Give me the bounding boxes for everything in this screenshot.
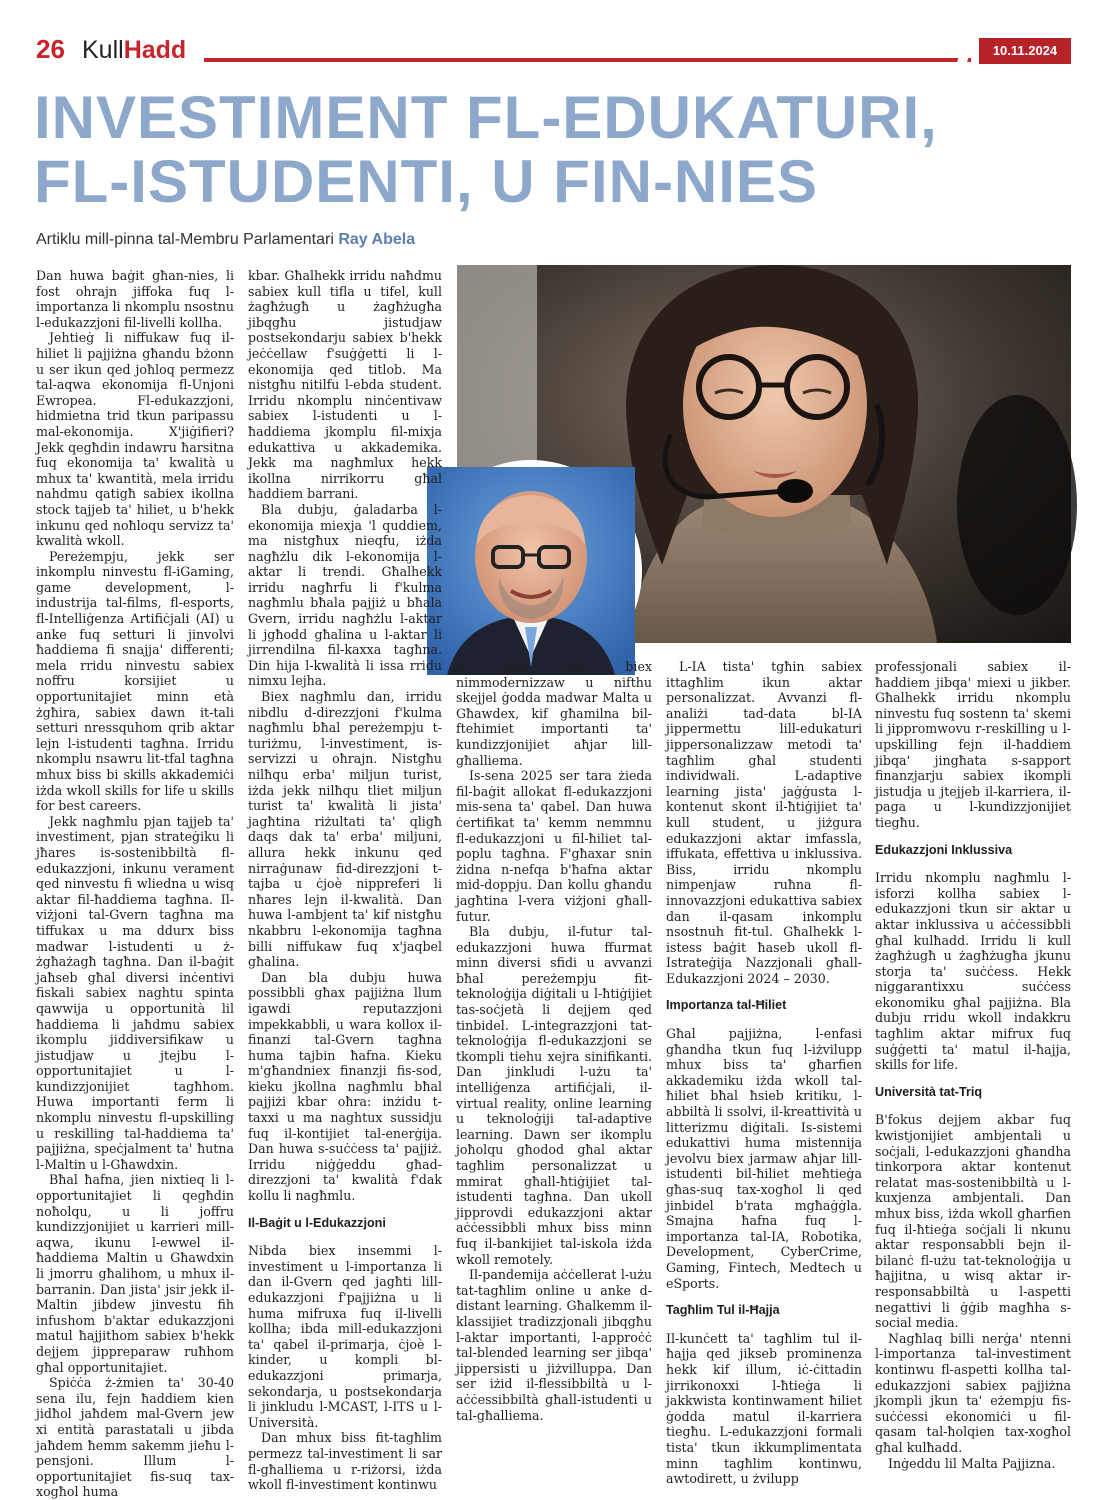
subheading: Importanza tal-Ħiliet: [666, 998, 787, 1013]
paragraph: Irridu nkomplu nagħmlu l-isforzi kollha sabiex l-edukazzjoni tkun sir aktar u aktar inklussiva u aċċessibbli għal kulħadd. Irridu li kull żagħżugħ u żagħżugħa jkunu storja ta' suċċess. Hekk niggarantixxu suċċess ekonomiku għal pajjiżna. Bla dubju rridu wkoll indakkru tagħlim aktar mifrux fuq suġġetti ta' matul il-ħajja, skills for life.: [875, 870, 1071, 1073]
paragraph: B'fokus dejjem akbar fuq kwistjonijiet ambjentali u soċjali, l-edukazzjoni għandha tinkorpora aktar kontenut relatat mas-sostenibbiltà u l-kuxjenza ambjentali. Dan mhux biss, iżda wkoll għarfien fuq il-ħtieġa soċjali li nkunu aktar responsabbli bejn il-bilanċ fl-użu tat-teknoloġija u ħajjitna, u wisq aktar ir-responsabbiltà u l-aspetti negattivi li ġġib magħha s-social media.: [875, 1112, 1071, 1331]
paragraph: Jekk nagħmlu pjan tajjeb ta' investiment, pjan strateġiku li jħares is-sostenibbiltà fl-edukazzjoni, inkunu verament qed ninvestu fi wliedna u wisq aktar fil-ħaddiema tagħna. Il-viżjoni tal-Gvern tagħna ma tiffukax u ma ddurx biss madwar l-istudenti u ż-żgħażagħ tagħna. Dan il-baġit jaħseb għal diversi inċentivi fiskali sabiex naghtu spinta qawwija u opportunità lil ħaddiema li jaħdmu sabiex ikomplu jiddiversifikaw u jistudjaw u jtejbu l-opportunitajiet u l-kundizzjonijiet tagħhom. Huwa importanti ferm li nkomplu ninvestu fl-upskilling u reskilling tal-ħaddiema ta' pajjiżna, speċjalment ta' ħutna l-Maltin u l-Għawdxin.: [36, 813, 234, 1172]
paragraph: Bħal ħafna, jien nixtieq li l-opportunitajiet li qegħdin noħolqu, u li joffru kundizzjonijiet u karrieri mill-aqwa, ikunu l-ewwel il-ħaddiema Maltin u Għawdxin li jmorru għalihom, u mhux il-barranin. Dan jista' jsir jekk il-Maltin jibdew jinvestu fih infushom b'aktar edukazzjoni matul ħajjithom sabiex b'hekk dejjem jippreparaw ruħhom għal opportunitajiet.: [36, 1172, 234, 1375]
article-column-4: [666, 659, 862, 1487]
article-column-3: [456, 659, 652, 1423]
article-column-2: [248, 268, 442, 1493]
article-column-5: [875, 659, 1071, 1471]
portrait-inset: [420, 460, 642, 682]
page-number: 26: [36, 34, 65, 64]
article-column-1: [36, 268, 234, 1500]
subheading: Edukazzjoni Inklussiva: [875, 842, 1013, 857]
page-header: [36, 34, 1071, 66]
paragraph: Jehtieġ li niffukaw fuq il-hiliet li pajjiżna għandu bżonn u ser ikun qed joħloq permezz tal-aqwa ekonomija fl-Unjoni Ewropea. Fl-edukazzjoni, hidmietna trid tkun paripassu mal-ekonomija. X'jiġifieri? Jekk qegħdin indawru ħarsitna fuq ekonomija ta' kwalità u mhux ta' kwantità, mela irridu nahdmu qatigħ sabiex ikollna stock tajjeb ta' hiliet, u b'hekk inkunu qed noħloqu servizz ta' kwalità wkoll.: [36, 330, 234, 549]
headline-line-2: FL-ISTUDENTI, U FIN-NIES: [34, 148, 818, 215]
logo-part-kull: Kull: [82, 36, 124, 64]
logo-part-hadd: Hadd: [123, 36, 187, 64]
headline: [34, 86, 1074, 214]
paragraph: Pereżempju, jekk ser inkomplu ninvestu fl-iGaming, game development, l-industrija tal-films, fl-esports, fl-Intelliġenza Artifiċjali (AI) u anke fuq setturi li jinvolvi ħaddiema fi snajja' differenti; mela rridu ninvestu sabiex noffru korsijiet u opportunitajiet minn età żgħira, sabiex dawn it-tali setturi nressquhom qrib aktar lejn l-istudenti tagħna. Irridu nkomplu nsawru lit-tfal tagħna mhux biss bi skills akkademiċi iżda wkoll skills for life u skills for best careers.: [36, 548, 234, 814]
paragraph: Għal pajjiżna, l-enfasi għandha tkun fuq l-iżvilupp mhux biss ta' għarfien akkademiku iżda wkoll tal-ħiliet bħal ħsieb kritiku, l-abbiltà li ssolvi, il-kreattività u litterizmu diġitali. Is-sistemi edukattivi huma mistennija jevolvu biex jarmaw aħjar lill-istudenti bil-ħiliet meħtieġa għas-suq tax-xogħol li qed jinbidel b'rata mgħaġġla. Smajna ħafna fuq l-importanza tal-IA, Robotika, Development, CyberCrime, Gaming, Fintech, Medtech u eSports.: [666, 1026, 862, 1291]
paragraph: Dan mhux biss fit-tagħlim permezz tal-investiment li sar fl-għalliema u r-riżorsi, iżda wkoll fl-investiment kontinwu: [248, 1430, 442, 1493]
byline-prefix: Artiklu mill-pinna tal-Membru Parlamentari: [36, 231, 334, 248]
paragraph: professjonali sabiex il-ħaddiem jibqa' miexi u jikber. Għalhekk irridu nkomplu ninvestu fuq sostenn ta' skemi li jippromwovu r-reskilling u l-upskilling fejn il-ħaddiem jibqa' jingħata s-sapport finanzjarju sabiex ikompli jistudja u jtejjeb il-karriera, il-paga u l-kundizzjonijiet tiegħu.: [875, 659, 1071, 830]
header-slash: [956, 40, 974, 66]
subheading: Università tat-Triq: [875, 1084, 983, 1099]
paragraph: kbar. Għalhekk irridu naħdmu sabiex kull tifla u tifel, kull żagħżugħ u żagħżugħa jibqgħu jistudjaw postsekondarju sabiex b'hekk jeċċellaw f'suġġetti li l-ekonomija qed titlob. Ma nistgħu nitilfu l-ebda student. Irridu nkomplu ninċentivaw sabiex l-istudenti u l-ħaddiema jkomplu fil-mixja edukattiva u akkademika. Jekk ma nagħmlux hekk ikollna nirrikorru għal ħaddiem barrani.: [248, 268, 442, 502]
paragraph: Nibda biex insemmi l-investiment u l-importanza li dan il-Gvern qed jagħti lill-edukazzjoni f'pajjiżna u li huma mifruxa fuq il-livelli kollha; ibda mill-edukazzjoni ta' qabel il-primarja, ċjoè l-kinder, u kompli bl-edukazzjoni primarja, sekondarja, u postsekondarja li jinkludu l-MCAST, l-ITS u l-Università.: [248, 1243, 442, 1430]
subheading: Tagħlim Tul il-Ħajja: [666, 1303, 780, 1318]
byline: [36, 231, 415, 249]
byline-author: Ray Abela: [338, 231, 416, 248]
paragraph: Bla dubju, ġaladarba l-ekonomija miexja 'l quddiem, ma nistgħux nieqfu, iżda nagħżlu dik l-ekonomija l-aktar li trendi. Għalhekk irridu nagħrfu li f'kulma nagħmlu bħala pajjiż u bħala Gvern, irridu nagħżlu l-aktar li jgħodd għalina u l-aktar li jirrendilna fil-kaxxa tagħna. Din hija l-kwalità li issa rridu nimxu lejha.: [248, 501, 442, 689]
paragraph: L-IA tista' tgħin sabiex ittagħlim ikun aktar personalizzat. Avvanzi fl-analiżi tad-data bl-IA jippermettu lill-edukaturi jippersonalizzaw metodi ta' tagħlim għal studenti individwali. L-adaptive learning jista' jaġġusta l-kontenut skont il-ħtiġijiet ta' kull student, u jiżgura edukazzjoni aktar imfassla, iffukata, effettiva u inklussiva. Biss, irridu nkomplu nimpenjaw ruħna fl-innovazzjoni edukattiva sabiex dan il-qasam inkomplu nsostnuh fit-tul. Għalhekk l-istess baġit ħaseb ukoll fl-Istrateġija Nazzjonali għall-Edukazzjoni 2024 – 2030.: [666, 659, 862, 986]
paragraph: Il-kunċett ta' tagħlim tul il-ħajja qed jikseb prominenza hekk kif illum, iċ-ċittadin jirrikonoxxi l-ħtieġa li jakkwista kontinwament ħiliet ġodda matul il-karriera tiegħu. L-edukazzjoni formali tista' tkun ikkumplimentata minn tagħlim kontinwu, awtodirett, u żvilupp: [666, 1330, 862, 1487]
paragraph: Nagħlaq billi nerġa' ntenni l-importanza tal-investiment kontinwu fl-aspetti kollha tal-edukazzjoni sabiex pajjiżna jkompli jkun ta' eżempju fis-suċċessi ekonomiċi u fil-qasam tal-ħolqien tax-xogħol għal kulħadd.: [875, 1330, 1071, 1455]
politician-portrait-illustration: [427, 467, 635, 675]
paragraph: Bla dubju, il-futur tal-edukazzjoni huwa ffurmat minn diversi sfidi u avvanzi bħal pereżempju fit-teknoloġija diġitali u l-ħtiġijiet tas-soċjetà li dejjem qed tinbidel. L-integrazzjoni tat-teknoloġija fl-edukazzjoni se tkompli tiehu xejra sinifikanti. Dan jinkludi l-użu ta' intelliġenza artifiċjali, il-virtual reality, online learning u teknoloġiji tal-adaptive learning. Dawn ser ikomplu joħolqu għodod għal aktar tagħlim personalizzat u mmirat għall-ħtiġijiet tal-istudenti tagħna. Dan ukoll jipprovdi edukazzjoni aktar aċċessibbli mhux biss minn fuq il-bankijiet tal-iskola iżda wkoll remotely.: [456, 924, 652, 1267]
paragraph: Il-pandemija aċċellerat l-użu tat-tagħlim online u anke d-distant learning. Għalkemm il-klassijiet tradizzjonali jibqgħu l-aktar importanti, l-approċċ tal-blended learning ser jibqa' jippersisti u jiżvilluppa. Dan ser iżid il-flessibbiltà u l-aċċessibbiltà għall-istudenti u tal-għalliema.: [456, 1267, 652, 1423]
subheading: Il-Baġit u l-Edukazzjoni: [248, 1215, 386, 1230]
paragraph: Is-sena 2025 ser tara żieda fil-baġit allokat fl-edukazzjoni mis-sena ta' qabel. Dan huwa ċertifikat ta' kemm nemmnu fl-edukazzjoni u fil-ħiliet tal-poplu tagħna. F'għaxar snin żidna n-nefqa b'ħafna aktar mid-doppju. Dan kollu għandu jagħtina l-vera viżjoni għall-futur.: [456, 768, 652, 924]
paragraph: Inġeddu lil Malta Pajjizna.: [888, 1455, 1056, 1471]
publication-logo: [82, 36, 186, 65]
paragraph: Dan bla dubju huwa possibbli għax pajjiżna llum igawdi reputazzjoni impekkabbli, u wara kollox il-finanzi tal-Gvern tagħna huma tajbin ħafna. Kieku m'għandniex finanzji fis-sod, kieku jkollna nagħmlu bħal pajjiżi kbar oħra: inżidu t-taxxi u ma naghtux sussidju fuq il-kontijiet tal-enerġija. Dan huwa s-suċċess ta' pajjiż. Irridu niġġeddu għad-direzzjoni ta' kwalità f'dak kollu li nagħmlu.: [248, 969, 442, 1204]
paragraph: li qed isir biex nimmodernizzaw u nifthu skejjel ġodda madwar Malta u Għawdex, kif għamilna bil-ftehimiet importanti ta' kundizzjonijiet aħjar lill-għalliema.: [456, 659, 652, 768]
paragraph: Dan huwa baġit għan-nies, li fost ohrajn jiffoka fuq l-importanza li nkomplu nsostnu l-edukazzjoni fil-livelli kollha.: [36, 268, 234, 330]
date-badge: 10.11.2024: [979, 38, 1071, 64]
header-rule: [204, 58, 971, 62]
headline-line-1: INVESTIMENT FL-EDUKATURI,: [34, 84, 938, 151]
paragraph: Biex nagħmlu dan, irridu nibdlu d-direzzjoni f'kulma nagħmlu bħal pereżempju t-turiżmu, l-investiment, is-servizzi u oħrajn. Nistgħu nilħqu erba' miljun turist, iżda jekk nilħqu tliet miljun turist ta' kwalità li jista' jagħtina riżultati ta' qligħ daqs dak ta' erba' miljuni, allura hekk inkunu qed nirraġunaw fid-direzzjoni t-tajba u ċjoè nippreferi li nħares lejn il-kwalità. Dan huwa l-ambjent ta' kif nistgħu nkabbru l-ekonomija tagħna billi niffukaw fuq x'jaqbel għalina.: [248, 689, 442, 970]
paragraph: Spiċċa ż-żmien ta' 30-40 sena ilu, fejn ħaddiem kien jidħol jaħdem mal-Gvern jew xi entità parastatali u jibda jaħdem ħemm sakemm jieħu l-pensjoni. Illum l-opportunitajiet fis-suq tax-xogħol huma: [36, 1375, 234, 1500]
